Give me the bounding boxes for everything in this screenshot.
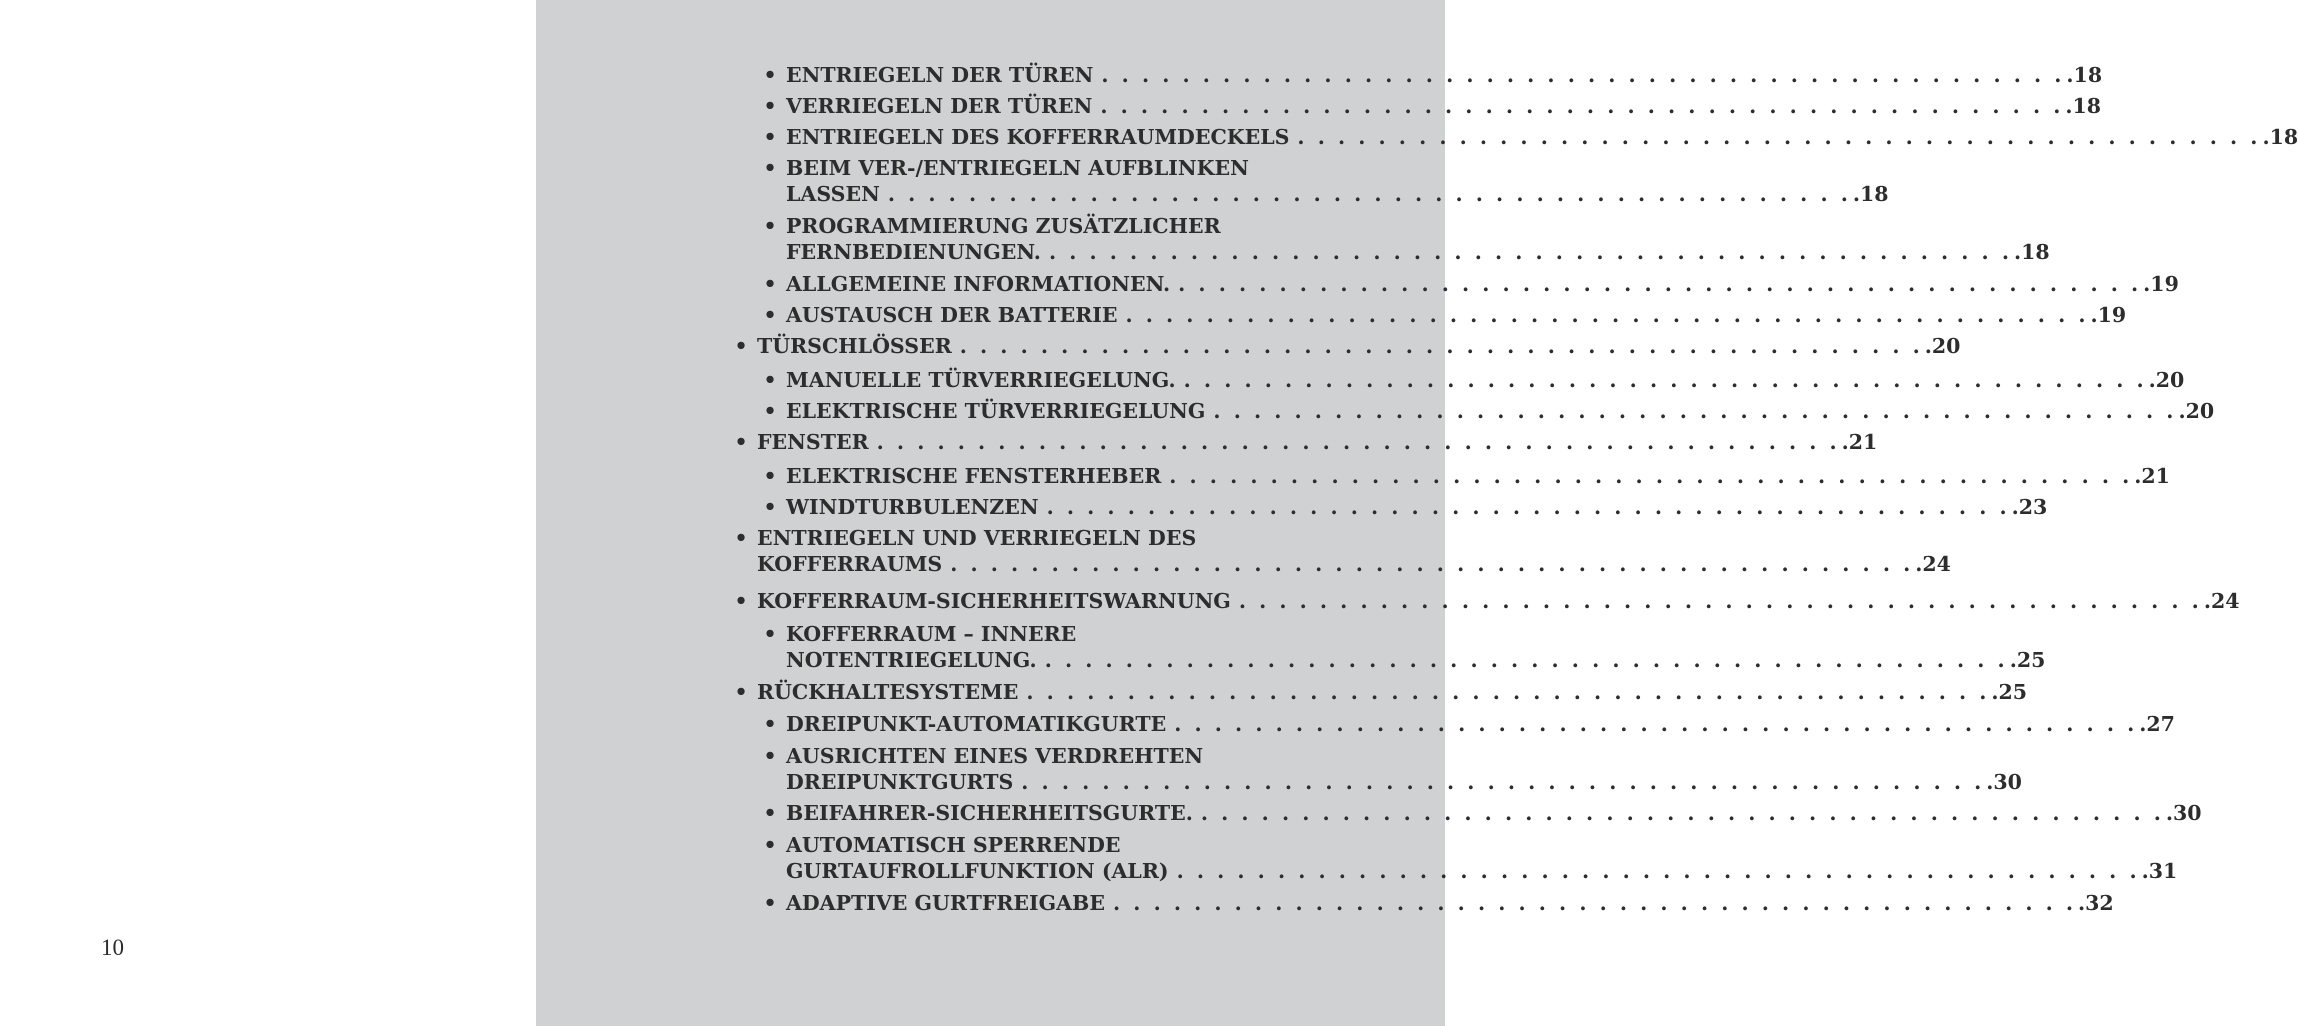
dot-leader: . . . . . . . . . . . . . . . . . . . . . . . . . . . . . . . . . . . . . . . . . . . . . . . . bbox=[1183, 368, 2147, 392]
toc-page-number: .18 bbox=[2066, 63, 2103, 87]
toc-entry-title-line: AUSRICHTEN EINES VERDREHTEN bbox=[786, 744, 1204, 768]
toc-page-number: .21 bbox=[2134, 464, 2170, 488]
toc-entry-title: MANUELLE TÜRVERRIEGELUNG. bbox=[786, 368, 1176, 392]
dot-leader: . . . . . . . . . . . . . . . . . . . . . . . . . . . . . . . . . . . . . . . . . . . . . . . . bbox=[1026, 680, 1990, 704]
dot-leader: . . . . . . . . . . . . . . . . . . . . . . . . . . . . . . . . . . . . . . . . . . . . . . . . bbox=[1100, 94, 2064, 118]
toc-page-number: .20 bbox=[2148, 368, 2185, 392]
bullet-icon: • bbox=[763, 303, 777, 327]
toc-entry-title: GURTAUFROLLFUNKTION (ALR) bbox=[786, 859, 1169, 883]
toc-page-number: .18 bbox=[2013, 240, 2050, 264]
bullet-icon: • bbox=[763, 744, 777, 768]
dot-leader: . . . . . . . . . . . . . . . . . . . . . . . . . . . . . . . . . . . . . . . . . . . . . . . . bbox=[1046, 495, 2010, 519]
toc-page-number: .18 bbox=[2262, 125, 2298, 149]
bullet-icon: • bbox=[763, 495, 777, 519]
toc-page-number: .30 bbox=[2165, 801, 2202, 825]
bullet-icon: • bbox=[763, 272, 777, 296]
toc-entry-title: ELEKTRISCHE TÜRVERRIEGELUNG bbox=[786, 399, 1206, 423]
toc-entry bbox=[734, 429, 1878, 455]
toc-entry bbox=[763, 621, 2046, 673]
toc-entry bbox=[734, 679, 2028, 705]
toc-entry bbox=[763, 271, 2179, 297]
dot-leader: . . . . . . . . . . . . . . . . . . . . . . . . . . . . . . . . . . . . . . . . . . . . . . . . bbox=[1297, 125, 2261, 149]
toc-page-number: .25 bbox=[1991, 680, 2028, 704]
toc-page-number: .24 bbox=[1915, 552, 1951, 576]
dot-leader: . . . . . . . . . . . . . . . . . . . . . . . . . . . . . . . . . . . . . . . . . . . . . . . . bbox=[1048, 240, 2012, 264]
toc-page-number: .19 bbox=[2090, 303, 2127, 327]
bullet-icon: • bbox=[763, 801, 777, 825]
toc-entry-title-line: ENTRIEGELN UND VERRIEGELN DES bbox=[757, 526, 1197, 550]
dot-leader: . . . . . . . . . . . . . . . . . . . . . . . . . . . . . . . . . . . . . . . . . . . . . . . . bbox=[1101, 63, 2065, 87]
dot-leader: . . . . . . . . . . . . . . . . . . . . . . . . . . . . . . . . . . . . . . . . . . . . . . . . bbox=[1169, 464, 2133, 488]
toc-page-number: .18 bbox=[1852, 182, 1889, 206]
dot-leader: . . . . . . . . . . . . . . . . . . . . . . . . . . . . . . . . . . . . . . . . . . . . . . . . bbox=[887, 182, 1851, 206]
toc-entry bbox=[763, 463, 2170, 489]
toc-entry bbox=[734, 333, 1961, 359]
bullet-icon: • bbox=[734, 334, 748, 358]
toc-entry-title-line: AUTOMATISCH SPERRENDE bbox=[786, 833, 1121, 857]
toc-entry bbox=[763, 711, 2175, 737]
bullet-icon: • bbox=[763, 94, 777, 118]
toc-entry-title: NOTENTRIEGELUNG. bbox=[786, 648, 1037, 672]
toc-entry-title-line: KOFFERRAUM – INNERE bbox=[786, 622, 1077, 646]
toc-entry-title: ENTRIEGELN DES KOFFERRAUMDECKELS bbox=[786, 125, 1290, 149]
bullet-icon: • bbox=[734, 589, 748, 613]
bullet-icon: • bbox=[763, 156, 777, 180]
toc-entry-title: KOFFERRAUMS bbox=[757, 552, 943, 576]
bullet-icon: • bbox=[763, 214, 777, 238]
dot-leader: . . . . . . . . . . . . . . . . . . . . . . . . . . . . . . . . . . . . . . . . . . . . . . . . bbox=[1178, 272, 2142, 296]
toc-entry bbox=[763, 743, 2022, 795]
dot-leader: . . . . . . . . . . . . . . . . . . . . . . . . . . . . . . . . . . . . . . . . . . . . . . . . bbox=[1113, 891, 2077, 915]
bullet-icon: • bbox=[763, 464, 777, 488]
dot-leader: . . . . . . . . . . . . . . . . . . . . . . . . . . . . . . . . . . . . . . . . . . . . . . . . bbox=[876, 430, 1840, 454]
toc-entry-title: FENSTER bbox=[757, 430, 869, 454]
toc-page-number: .20 bbox=[2178, 399, 2215, 423]
toc-entry bbox=[763, 302, 2127, 328]
toc-entry-title: ENTRIEGELN DER TÜREN bbox=[786, 63, 1094, 87]
toc-entry-title: DREIPUNKT-AUTOMATIKGURTE bbox=[786, 712, 1167, 736]
bullet-icon: • bbox=[763, 63, 777, 87]
toc-page-number: .31 bbox=[2141, 859, 2178, 883]
dot-leader: . . . . . . . . . . . . . . . . . . . . . . . . . . . . . . . . . . . . . . . . . . . . . . . . bbox=[1044, 648, 2008, 672]
bullet-icon: • bbox=[763, 125, 777, 149]
bullet-icon: • bbox=[763, 833, 777, 857]
dot-leader: . . . . . . . . . . . . . . . . . . . . . . . . . . . . . . . . . . . . . . . . . . . . . . . . bbox=[950, 552, 1914, 576]
right-page bbox=[536, 0, 2298, 1026]
dot-leader: . . . . . . . . . . . . . . . . . . . . . . . . . . . . . . . . . . . . . . . . . . . . . . . . bbox=[1238, 589, 2202, 613]
toc-entry bbox=[763, 494, 2048, 520]
toc-entry-title: BEIFAHRER-SICHERHEITSGURTE. bbox=[786, 801, 1193, 825]
toc-page-number: .21 bbox=[1841, 430, 1878, 454]
toc-entry-title: LASSEN bbox=[786, 182, 880, 206]
left-page bbox=[0, 0, 536, 1026]
toc-entry bbox=[734, 525, 1951, 577]
toc-entry-title: TÜRSCHLÖSSER bbox=[757, 334, 952, 358]
dot-leader: . . . . . . . . . . . . . . . . . . . . . . . . . . . . . . . . . . . . . . . . . . . . . . . . bbox=[1213, 399, 2177, 423]
toc-page-number: .19 bbox=[2143, 272, 2179, 296]
toc-entry-title-line: BEIM VER-/ENTRIEGELN AUFBLINKEN bbox=[786, 156, 1249, 180]
toc-page-number: .30 bbox=[1986, 770, 2022, 794]
bullet-icon: • bbox=[763, 399, 777, 423]
bullet-icon: • bbox=[763, 712, 777, 736]
toc-entry bbox=[763, 367, 2185, 393]
toc-entry bbox=[763, 93, 2102, 119]
toc-entry bbox=[763, 398, 2215, 424]
dot-leader: . . . . . . . . . . . . . . . . . . . . . . . . . . . . . . . . . . . . . . . . . . . . . . . . bbox=[1176, 859, 2140, 883]
toc-entry-title: FERNBEDIENUNGEN. bbox=[786, 240, 1041, 264]
toc-entry-title: KOFFERRAUM-SICHERHEITSWARNUNG bbox=[757, 589, 1231, 613]
toc-page-number: .32 bbox=[2078, 891, 2114, 915]
toc-entry-title-line: PROGRAMMIERUNG ZUSÄTZLICHER bbox=[786, 214, 1221, 238]
toc-page-number: .20 bbox=[1924, 334, 1961, 358]
toc-page-number: .25 bbox=[2009, 648, 2046, 672]
toc-page-number: .23 bbox=[2011, 495, 2048, 519]
toc-entry-title: WINDTURBULENZEN bbox=[786, 495, 1039, 519]
toc-entry bbox=[763, 213, 2050, 265]
toc-entry-title: RÜCKHALTESYSTEME bbox=[757, 680, 1019, 704]
toc-entry bbox=[763, 62, 2103, 88]
dot-leader: . . . . . . . . . . . . . . . . . . . . . . . . . . . . . . . . . . . . . . . . . . . . . . . . bbox=[1174, 712, 2138, 736]
toc-page-number: .27 bbox=[2139, 712, 2175, 736]
toc-entry-title: DREIPUNKTGURTS bbox=[786, 770, 1014, 794]
bullet-icon: • bbox=[763, 368, 777, 392]
table-of-contents bbox=[536, 0, 2298, 1026]
bullet-icon: • bbox=[763, 622, 777, 646]
toc-entry bbox=[763, 832, 2178, 884]
toc-entry-title: ALLGEMEINE INFORMATIONEN. bbox=[786, 272, 1171, 296]
toc-entry-title: ELEKTRISCHE FENSTERHEBER bbox=[786, 464, 1162, 488]
bullet-icon: • bbox=[763, 891, 777, 915]
bullet-icon: • bbox=[734, 526, 748, 550]
toc-entry bbox=[763, 155, 1889, 207]
toc-entry bbox=[763, 124, 2298, 150]
toc-entry bbox=[734, 588, 2240, 614]
toc-entry-title: VERRIEGELN DER TÜREN bbox=[786, 94, 1093, 118]
toc-page-number: .18 bbox=[2065, 94, 2102, 118]
page-number: 10 bbox=[101, 935, 124, 960]
bullet-icon: • bbox=[734, 680, 748, 704]
toc-entry bbox=[763, 800, 2202, 826]
toc-entry-title: ADAPTIVE GURTFREIGABE bbox=[786, 891, 1106, 915]
dot-leader: . . . . . . . . . . . . . . . . . . . . . . . . . . . . . . . . . . . . . . . . . . . . . . . . bbox=[959, 334, 1923, 358]
dot-leader: . . . . . . . . . . . . . . . . . . . . . . . . . . . . . . . . . . . . . . . . . . . . . . . . bbox=[1200, 801, 2164, 825]
toc-page-number: .24 bbox=[2203, 589, 2240, 613]
toc-entry bbox=[763, 890, 2114, 916]
dot-leader: . . . . . . . . . . . . . . . . . . . . . . . . . . . . . . . . . . . . . . . . . . . . . . . . bbox=[1021, 770, 1985, 794]
bullet-icon: • bbox=[734, 430, 748, 454]
toc-entry-title: AUSTAUSCH DER BATTERIE bbox=[786, 303, 1118, 327]
dot-leader: . . . . . . . . . . . . . . . . . . . . . . . . . . . . . . . . . . . . . . . . . . . . . . . . bbox=[1125, 303, 2089, 327]
